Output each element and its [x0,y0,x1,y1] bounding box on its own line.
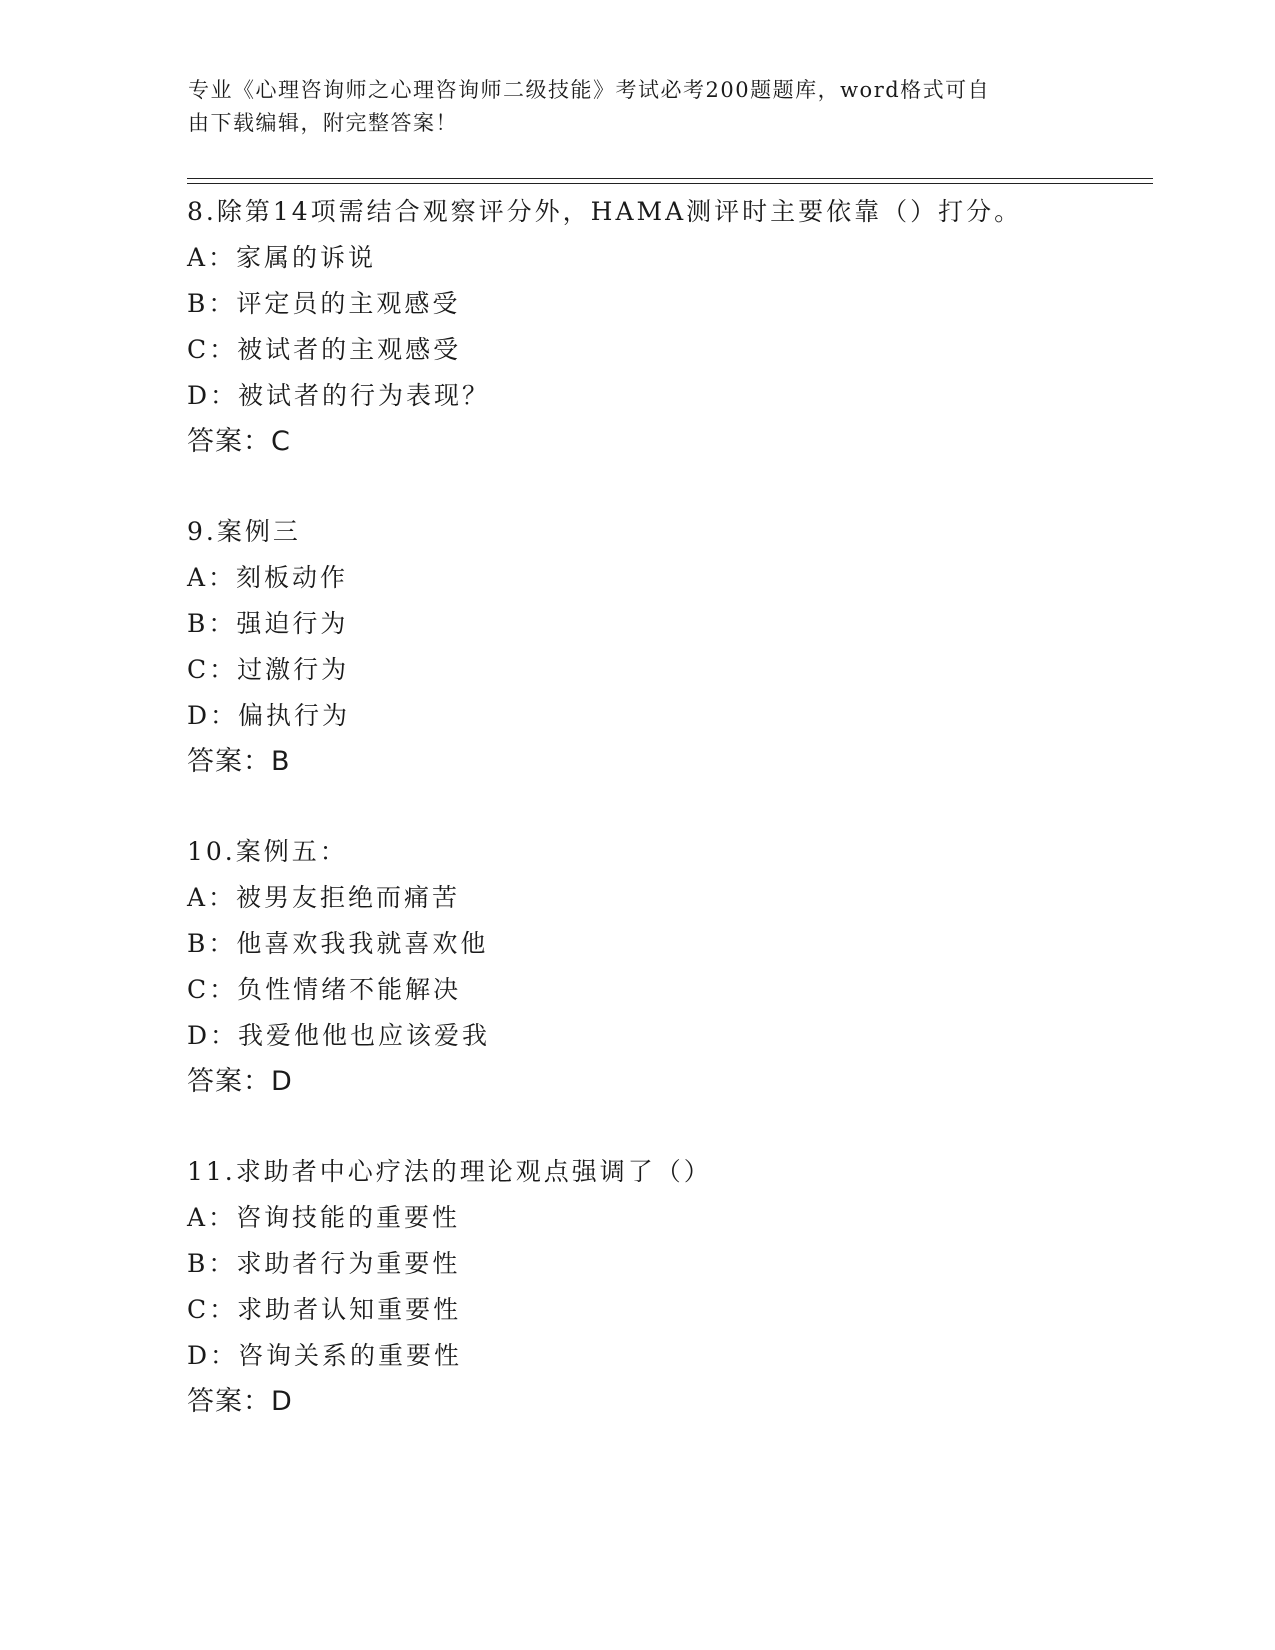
header-line-2: 由下载编辑，附完整答案！ [188,111,458,135]
option-d: D：咨询关系的重要性 [187,1341,463,1370]
option-b: B：强迫行为 [187,609,349,638]
header-line-1: 专业《心理咨询师之心理咨询师二级技能》考试必考200题题库，word格式可自 [188,78,991,102]
question-10 [187,829,1147,1149]
answer: 答案：D [187,1386,293,1417]
document-header [188,74,1068,140]
option-c: C：求助者认知重要性 [187,1295,462,1324]
option-b: B：评定员的主观感受 [187,289,461,318]
question-9 [187,509,1147,829]
question-stem: 9.案例三 [187,517,301,546]
question-stem: 11.求助者中心疗法的理论观点强调了（） [187,1157,712,1186]
option-a: A：咨询技能的重要性 [187,1203,461,1232]
option-b: B：求助者行为重要性 [187,1249,461,1278]
option-c: C：被试者的主观感受 [187,335,462,364]
question-list [187,189,1147,1469]
option-a: A：家属的诉说 [187,243,377,272]
answer: 答案：C [187,426,291,457]
question-stem: 8.除第14项需结合观察评分外，HAMA测评时主要依靠（）打分。 [187,197,1023,226]
option-d: D：我爱他他也应该爱我 [187,1021,491,1050]
header-divider-top [187,178,1153,179]
option-b: B：他喜欢我我就喜欢他 [187,929,489,958]
option-c: C：负性情绪不能解决 [187,975,462,1004]
option-a: A：被男友拒绝而痛苦 [187,883,461,912]
option-d: D：偏执行为 [187,701,351,730]
header-divider-bottom [187,183,1153,184]
option-a: A：刻板动作 [187,563,349,592]
answer: 答案：D [187,1066,293,1097]
question-stem: 10.案例五： [187,837,348,866]
question-8 [187,189,1147,509]
option-c: C：过激行为 [187,655,350,684]
answer: 答案：B [187,746,291,777]
option-d: D：被试者的行为表现？ [187,381,491,410]
question-11 [187,1149,1147,1469]
